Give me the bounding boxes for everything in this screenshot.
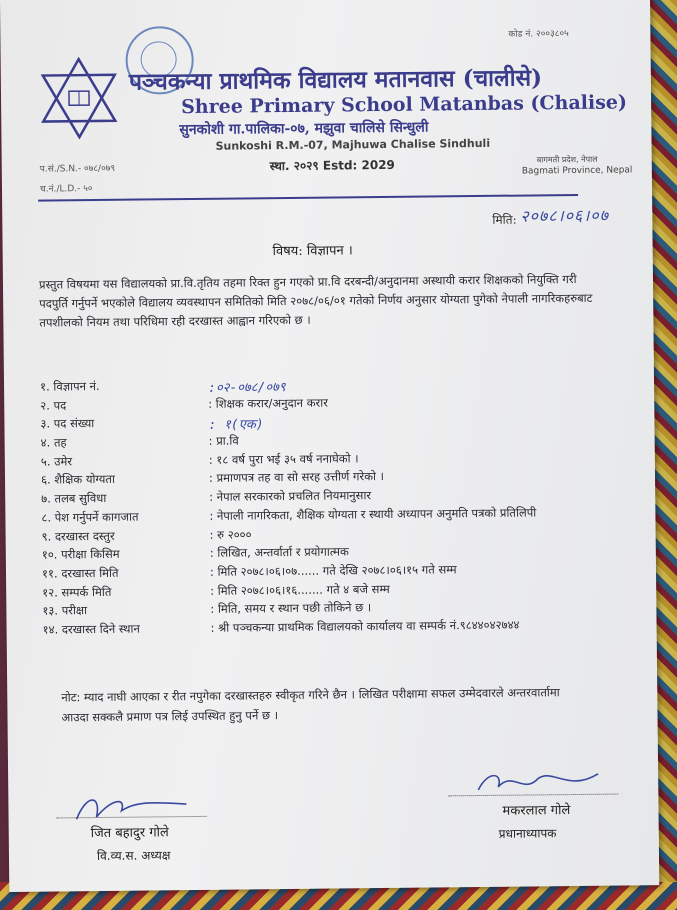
serial-sn: प.सं./S.N.- ०७८/०७९ (39, 163, 116, 175)
item-value: : मिति २०७८।०६।०७...... गते देखि २०७८।०६।१५ गते सम्म (209, 562, 457, 579)
date-handwritten: २०७८।०६।०७ (520, 205, 610, 226)
subject-line: विषय: विज्ञापन । (272, 243, 353, 260)
signature-right-icon (463, 764, 613, 806)
item-value: : प्रमाणपत्र तह वा सो सरह उत्तीर्ण गरेको । (208, 469, 385, 486)
province-nepali: बागमती प्रदेश, नेपाल (536, 154, 598, 165)
item-label: ९. दरखास्त दस्तुर (41, 528, 115, 544)
details-list (40, 373, 643, 641)
item-label: ७. तलब सुविधा (41, 491, 107, 506)
item-label: १४. दरखास्त दिने स्थान (42, 621, 140, 637)
item-value: : नेपाल सरकारको प्रचलित नियमानुसार (209, 488, 372, 504)
item-value: : १(एक) (208, 417, 264, 434)
item-value: : नेपाली नागरिकता, शैक्षिक योग्यता र स्थायी अध्यापन अनुमति पत्रको प्रतिलिपी (209, 505, 537, 523)
item-value: : प्रा.वि (208, 433, 239, 448)
item-value: : शिक्षक करार/अनुदान करार (208, 395, 328, 411)
item-label: ४. तह (40, 435, 67, 450)
item-label: ११. दरखास्त मिति (41, 565, 119, 581)
school-name-english: Shree Primary School Matanbas (Chalise) (181, 91, 628, 119)
chairperson-title: वि.व्य.स. अध्यक्ष (96, 848, 171, 864)
item-value: : लिखित, अन्तर्वार्ता र प्रयोगात्मक (209, 544, 349, 561)
item-label: १. विज्ञापन नं. (39, 378, 100, 394)
item-value: : मिति, समय र स्थान पछी तोकिने छ । (210, 600, 372, 617)
address-nepali: सुनकोशी गा.पालिका-०७, मझुवा चालिसे सिन्धुली (179, 119, 429, 139)
headteacher-name: मकरलाल गोले (502, 803, 571, 819)
nepal-star-emblem-icon (39, 55, 120, 140)
intro-paragraph: प्रस्तुत विषयमा यस विद्यालयको प्रा.वि.तृतिय तहमा रिक्त हुन गएको प्रा.वि दरबन्दी/अनुदानमा अस्थायी करार शिक्षकको नियुक्ति गरी पदपुर्ति गर्नुपर्ने भएकोले विद्यालय व्यवस्थापन समितिको मिति २०७८/०६/०१ गतेको निर्णय अनुसार योग्यता पुगेको नेपाली नागरिकहरुबाट तपशीलको नियम तथा परिधिमा रही दरखास्त आह्वान गरिएको छ । (38, 271, 593, 330)
item-label: १२. सम्पर्क मिति (42, 584, 112, 600)
serial-number: कोड नं. २००३८०५ (508, 29, 569, 40)
item-value: : श्री पञ्चकन्या प्राथमिक विद्यालयको कार्यालय वा सम्पर्क नं.९८४४०४२७४४ (210, 617, 520, 635)
note-paragraph: नोट: म्याद नाघी आएका र रीत नपुगेका दरखास्तहरु स्वीकृत गरिने छैन । लिखित परीक्षामा सफल उम्मेदवारले अन्तरवार्तामा आउदा सक्कलै प्रमाण पत्र लिई उपस्थित हुनु पर्ने छ । (61, 685, 560, 725)
item-value: : मिति २०७८।०६।१६....... गते ४ बजे सम्म (210, 581, 390, 598)
item-value: : रु २००० (209, 526, 252, 542)
province-english: Bagmati Province, Nepal (521, 165, 633, 177)
header-divider (38, 194, 578, 202)
item-label: १३. परीक्षा (42, 603, 88, 618)
item-label: ६. शैक्षिक योग्यता (40, 472, 116, 488)
chairperson-name: जित बहादुर गोले (90, 825, 169, 842)
headteacher-title: प्रधानाध्यापक (498, 826, 557, 841)
item-value: : १८ वर्ष पुरा भई ३५ वर्ष ननाघेको । (208, 451, 359, 467)
established-year: स्था. २०२९ Estd: 2029 (269, 157, 395, 174)
date-label: मिति: (492, 212, 517, 227)
school-name-nepali: पञ्चकन्या प्राथमिक विद्यालय मतानवास (चालीसे) (128, 64, 543, 96)
item-label: २. पद (40, 398, 67, 413)
item-value: :०२-०७८/०७९ (207, 380, 286, 396)
item-label: ८. पेश गर्नुपर्ने कागजात (41, 509, 139, 525)
item-label: ५. उमेर (40, 454, 73, 469)
letter-number: च.नं./L.D.- ५० (39, 184, 93, 195)
item-label: ३. पद संख्या (40, 416, 95, 431)
address-english: Sunkoshi R.M.-07, Majhuwa Chalise Sindhuli (215, 136, 491, 153)
item-label: १०. परीक्षा किसिम (41, 546, 120, 562)
